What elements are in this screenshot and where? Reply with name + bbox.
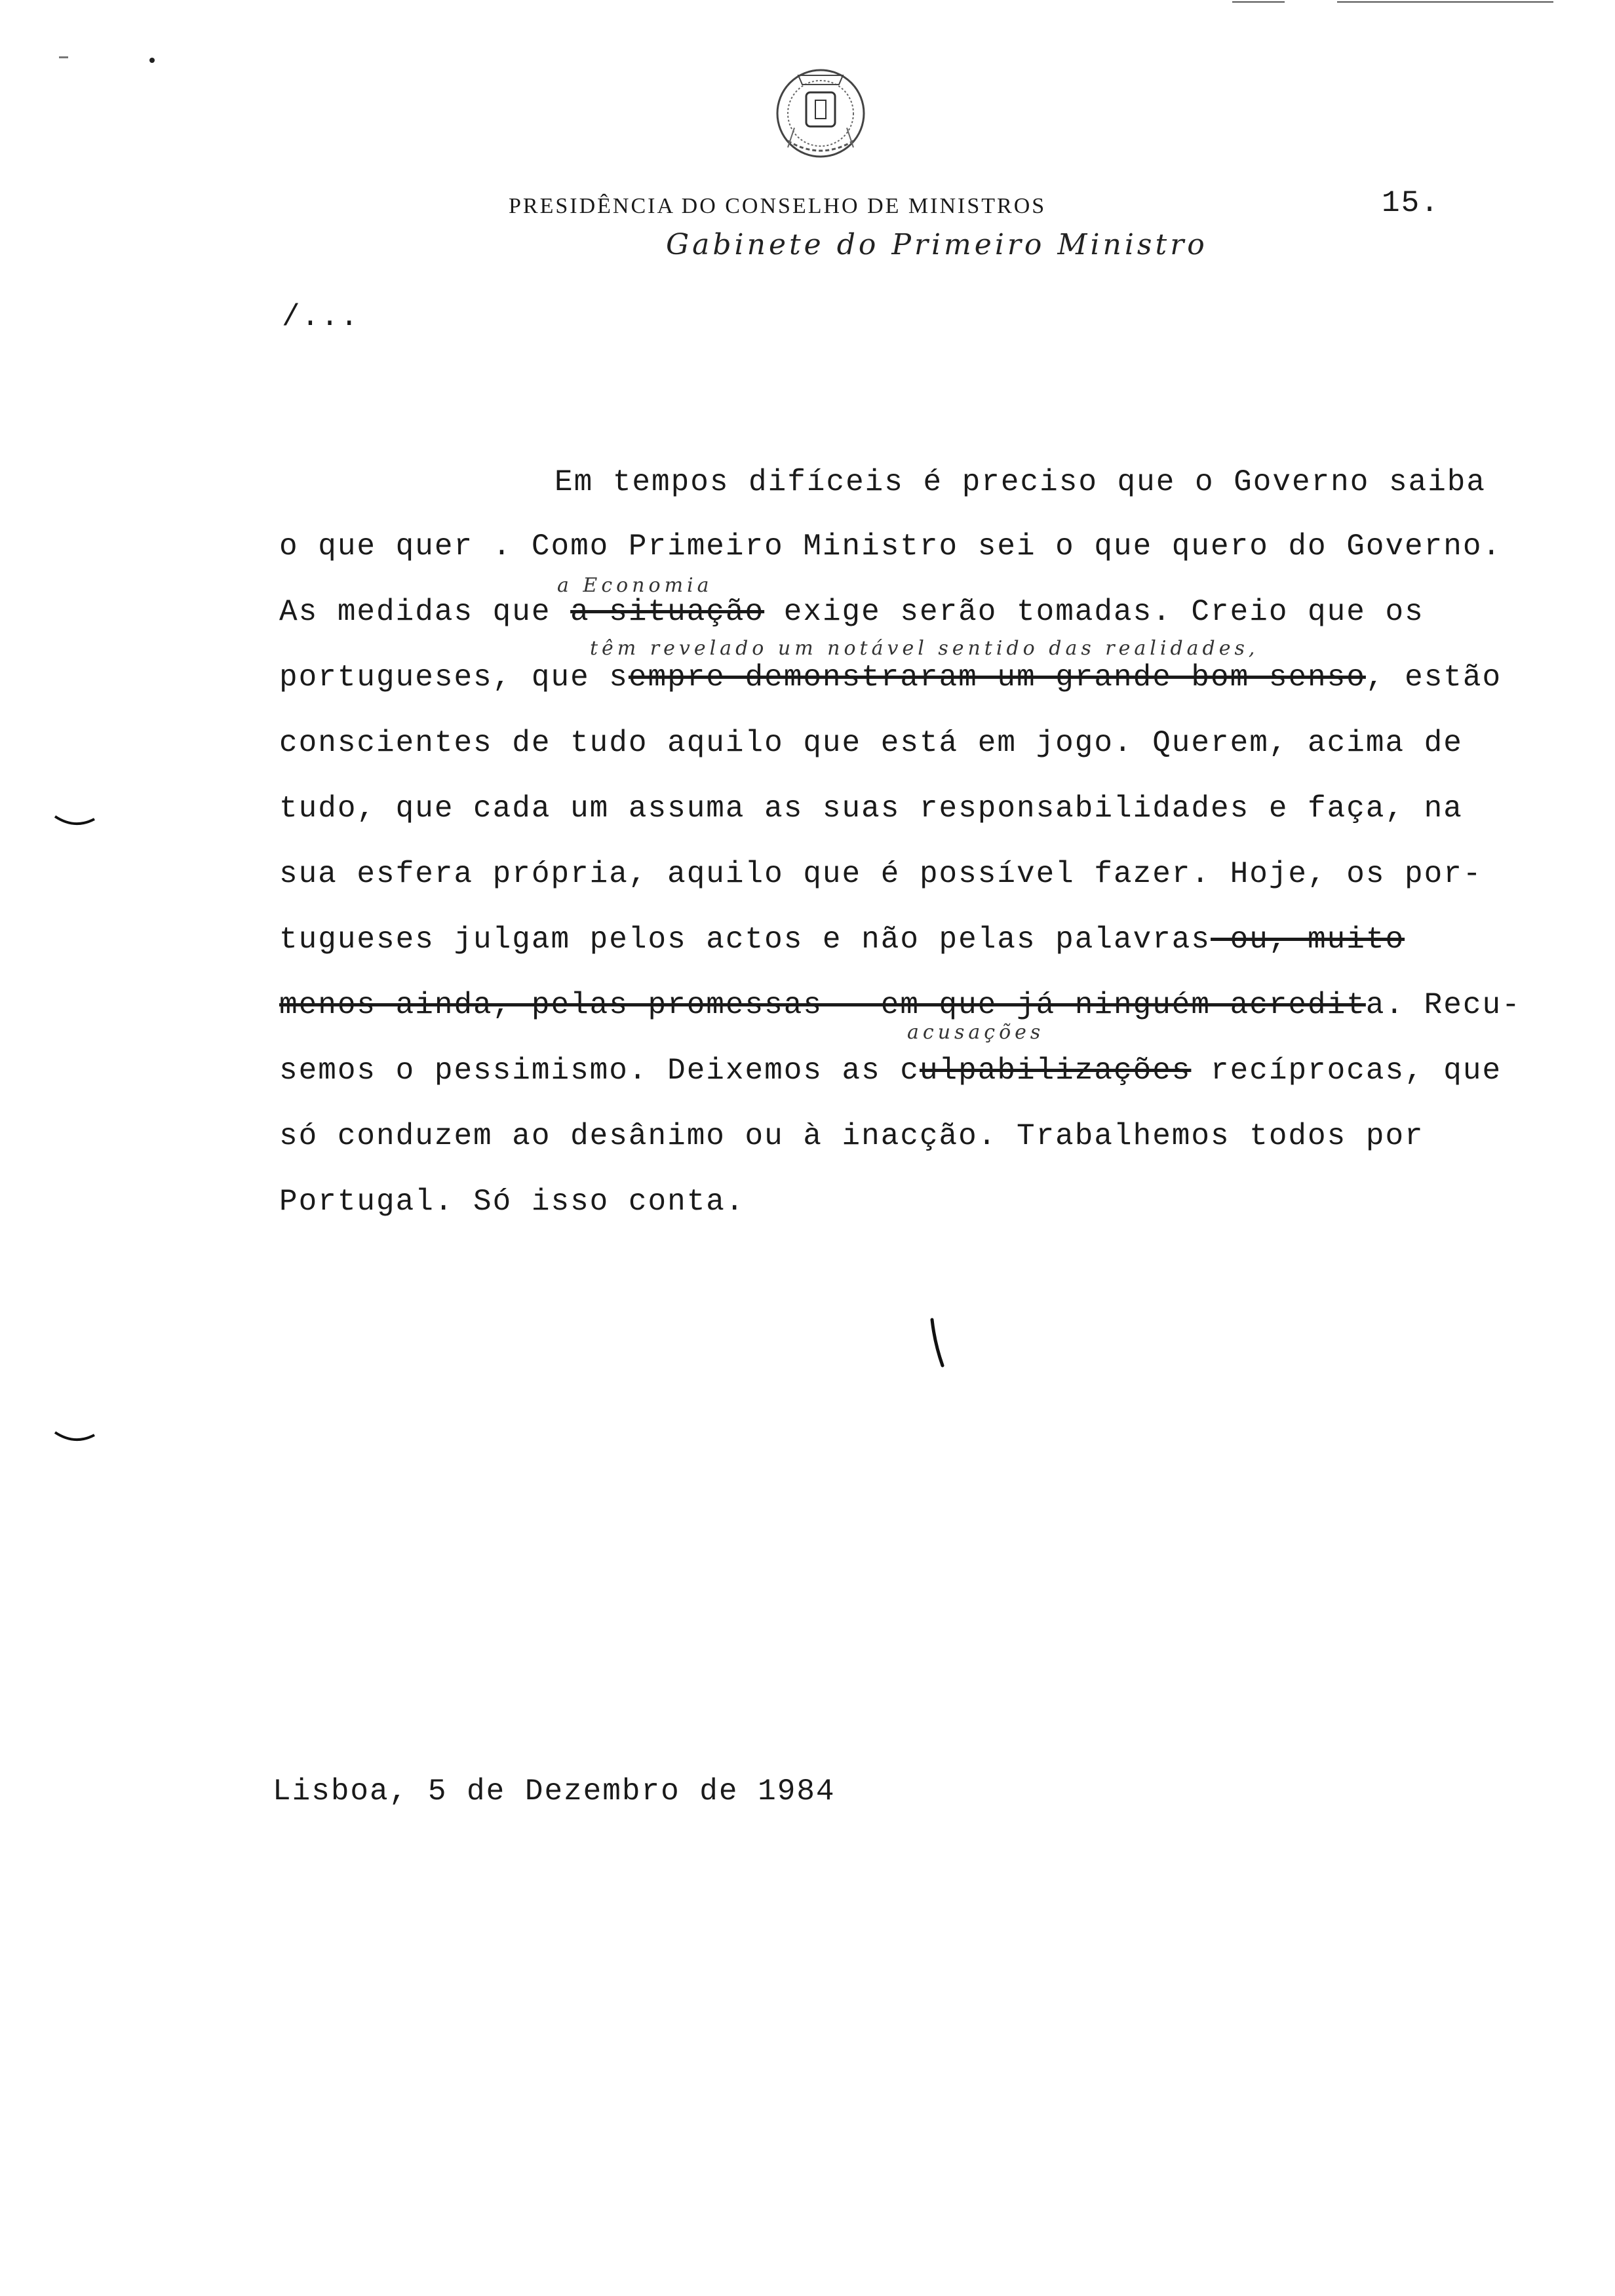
continuation-marker: /... — [282, 300, 360, 334]
binder-hole-mark — [52, 1428, 98, 1448]
struck-text: empre demonstraram um grande bom senso — [628, 660, 1366, 695]
top-rule-long — [1337, 1, 1553, 3]
struck-text: ou, muito — [1211, 923, 1405, 957]
body-line: menos ainda, pelas promessas - em que já ninguém acredita. Recu- — [279, 988, 1521, 1022]
struck-text: menos ainda, pelas promessas - em que já ninguém acredit — [279, 988, 1366, 1022]
struck-text: ulpabilizações — [919, 1054, 1192, 1088]
handwritten-annotation: acusações — [907, 1021, 1045, 1044]
institution-heading: PRESIDÊNCIA DO CONSELHO DE MINISTROS — [509, 194, 1047, 218]
place-date-line: Lisboa, 5 de Dezembro de 1984 — [273, 1774, 836, 1808]
body-line: tudo, que cada um assuma as suas responsabilidades e faça, na — [279, 792, 1463, 826]
body-line: só conduzem ao desânimo ou à inacção. Trabalhemos todos por — [279, 1119, 1424, 1153]
body-line: portugueses, que sempre demonstraram um grande bom senso, estão — [279, 660, 1502, 695]
body-line: Portugal. Só isso conta. — [279, 1185, 745, 1219]
struck-text: a situação — [570, 595, 765, 629]
pen-stroke-mark — [924, 1317, 950, 1369]
body-line: sua esfera própria, aquilo que é possível fazer. Hoje, os por- — [279, 857, 1483, 891]
body-line: conscientes de tudo aquilo que está em jogo. Querem, acima de — [279, 726, 1463, 760]
speck-mark — [149, 58, 155, 63]
body-line: Em tempos difíceis é preciso que o Governo saiba — [555, 465, 1487, 499]
handwritten-annotation: a Economia — [557, 574, 713, 597]
top-rule-short — [1232, 1, 1285, 3]
body-line: o que quer . Como Primeiro Ministro sei o que quero do Governo. — [279, 529, 1502, 564]
office-subheading: Gabinete do Primeiro Ministro — [666, 228, 1208, 261]
coat-of-arms-seal — [768, 62, 873, 167]
speck-mark — [59, 56, 68, 58]
body-line: semos o pessimismo. Deixemos as culpabilizações recíprocas, que — [279, 1054, 1502, 1088]
handwritten-annotation: têm revelado um notável sentido das realidades, — [590, 637, 1259, 660]
body-line: As medidas que a situação exige serão tomadas. Creio que os — [279, 595, 1424, 629]
body-line: tugueses julgam pelos actos e não pelas palavras ou, muito — [279, 923, 1405, 957]
page-number: 15. — [1382, 186, 1440, 220]
binder-hole-mark — [52, 813, 98, 832]
